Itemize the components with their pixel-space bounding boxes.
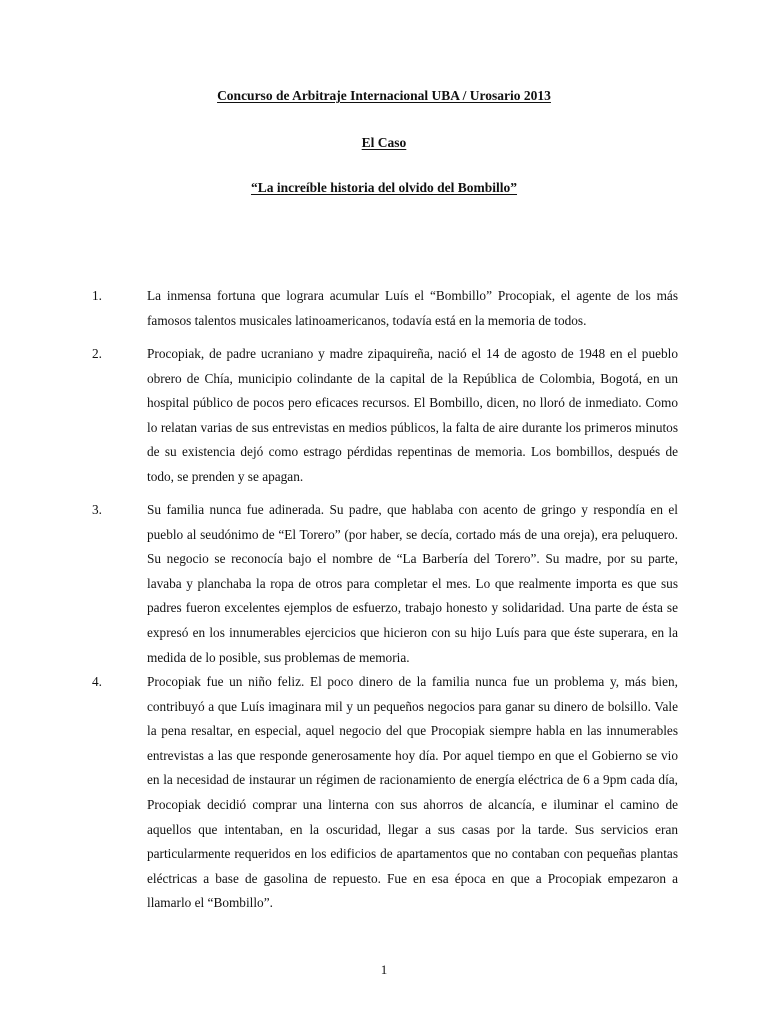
document-title: Concurso de Arbitraje Internacional UBA / Urosario 2013 [217, 88, 551, 103]
paragraph-text: Procopiak, de padre ucraniano y madre zipaquireña, nació el 14 de agosto de 1948 en el pueblo obrero de Chía, municipio colindante de la capital de la República de Colombia, Bogotá, en un hospital público de pocos pero eficaces recursos. El Bombillo, dicen, no lloró de inmediato. Como lo relatan varias de sus entrevistas en medios públicos, la falta de aire durante los primeros minutos de su existencia dejó como estrago pérdidas repentinas de memoria. Los bombillos, después de todo, se prenden y se apagan. [147, 346, 678, 484]
paragraph-number: 2. [92, 346, 102, 361]
paragraph-text: Su familia nunca fue adinerada. Su padre, que hablaba con acento de gringo y respondía en el pueblo al seudónimo de “El Torero” (por haber, se decía, cortado más de una oreja), era peluquero. Su negocio se reconocía bajo el nombre de “La Barbería del Torero”. Su madre, por su parte, lavaba y planchaba la ropa de otros para completar el mes. Lo que realmente importa es que sus padres fueron excelentes ejemplos de esfuerzo, trabajo honesto y solidaridad. Una parte de ésta se expresó en los innumerables ejercicios que hicieron con su hijo Luís para que éste superara, en la medida de lo posible, sus problemas de memoria. [147, 502, 678, 665]
case-title: “La increíble historia del olvido del Bombillo” [250, 180, 518, 195]
document-subtitle: El Caso [361, 135, 407, 150]
paragraph-text: La inmensa fortuna que lograra acumular Luís el “Bombillo” Procopiak, el agente de los más famosos talentos musicales latinoamericanos, todavía está en la memoria de todos. [147, 288, 678, 328]
page-number: 1 [380, 962, 388, 977]
paragraph-number: 1. [92, 288, 102, 303]
paragraph-2 [92, 342, 678, 490]
paragraph-3 [92, 498, 678, 670]
paragraph-number: 4. [92, 674, 102, 689]
paragraph-1 [92, 284, 678, 333]
paragraph-4 [92, 670, 678, 916]
paragraph-number: 3. [92, 502, 102, 517]
paragraph-text: Procopiak fue un niño feliz. El poco dinero de la familia nunca fue un problema y, más bien, contribuyó a que Luís imaginara mil y un pequeños negocios para ganar su dinero de bolsillo. Vale la pena resaltar, en especial, aquel negocio del que Procopiak siempre habla en las innumerables entrevistas a las que responde generosamente hoy día. Por aquel tiempo en que el Gobierno se vio en la necesidad de instaurar un régimen de racionamiento de energía eléctrica de 6 a 9pm cada día, Procopiak decidió comprar una linterna con sus ahorros de alcancía, e iluminar el camino de aquellos que intentaban, en la oscuridad, llegar a sus casas por la tarde. Sus servicios eran particularmente requeridos en los edificios de apartamentos que no contaban con pequeñas plantas eléctricas a base de gasolina de repuesto. Fue en esa época en que a Procopiak empezaron a llamarlo el “Bombillo”. [147, 674, 678, 911]
